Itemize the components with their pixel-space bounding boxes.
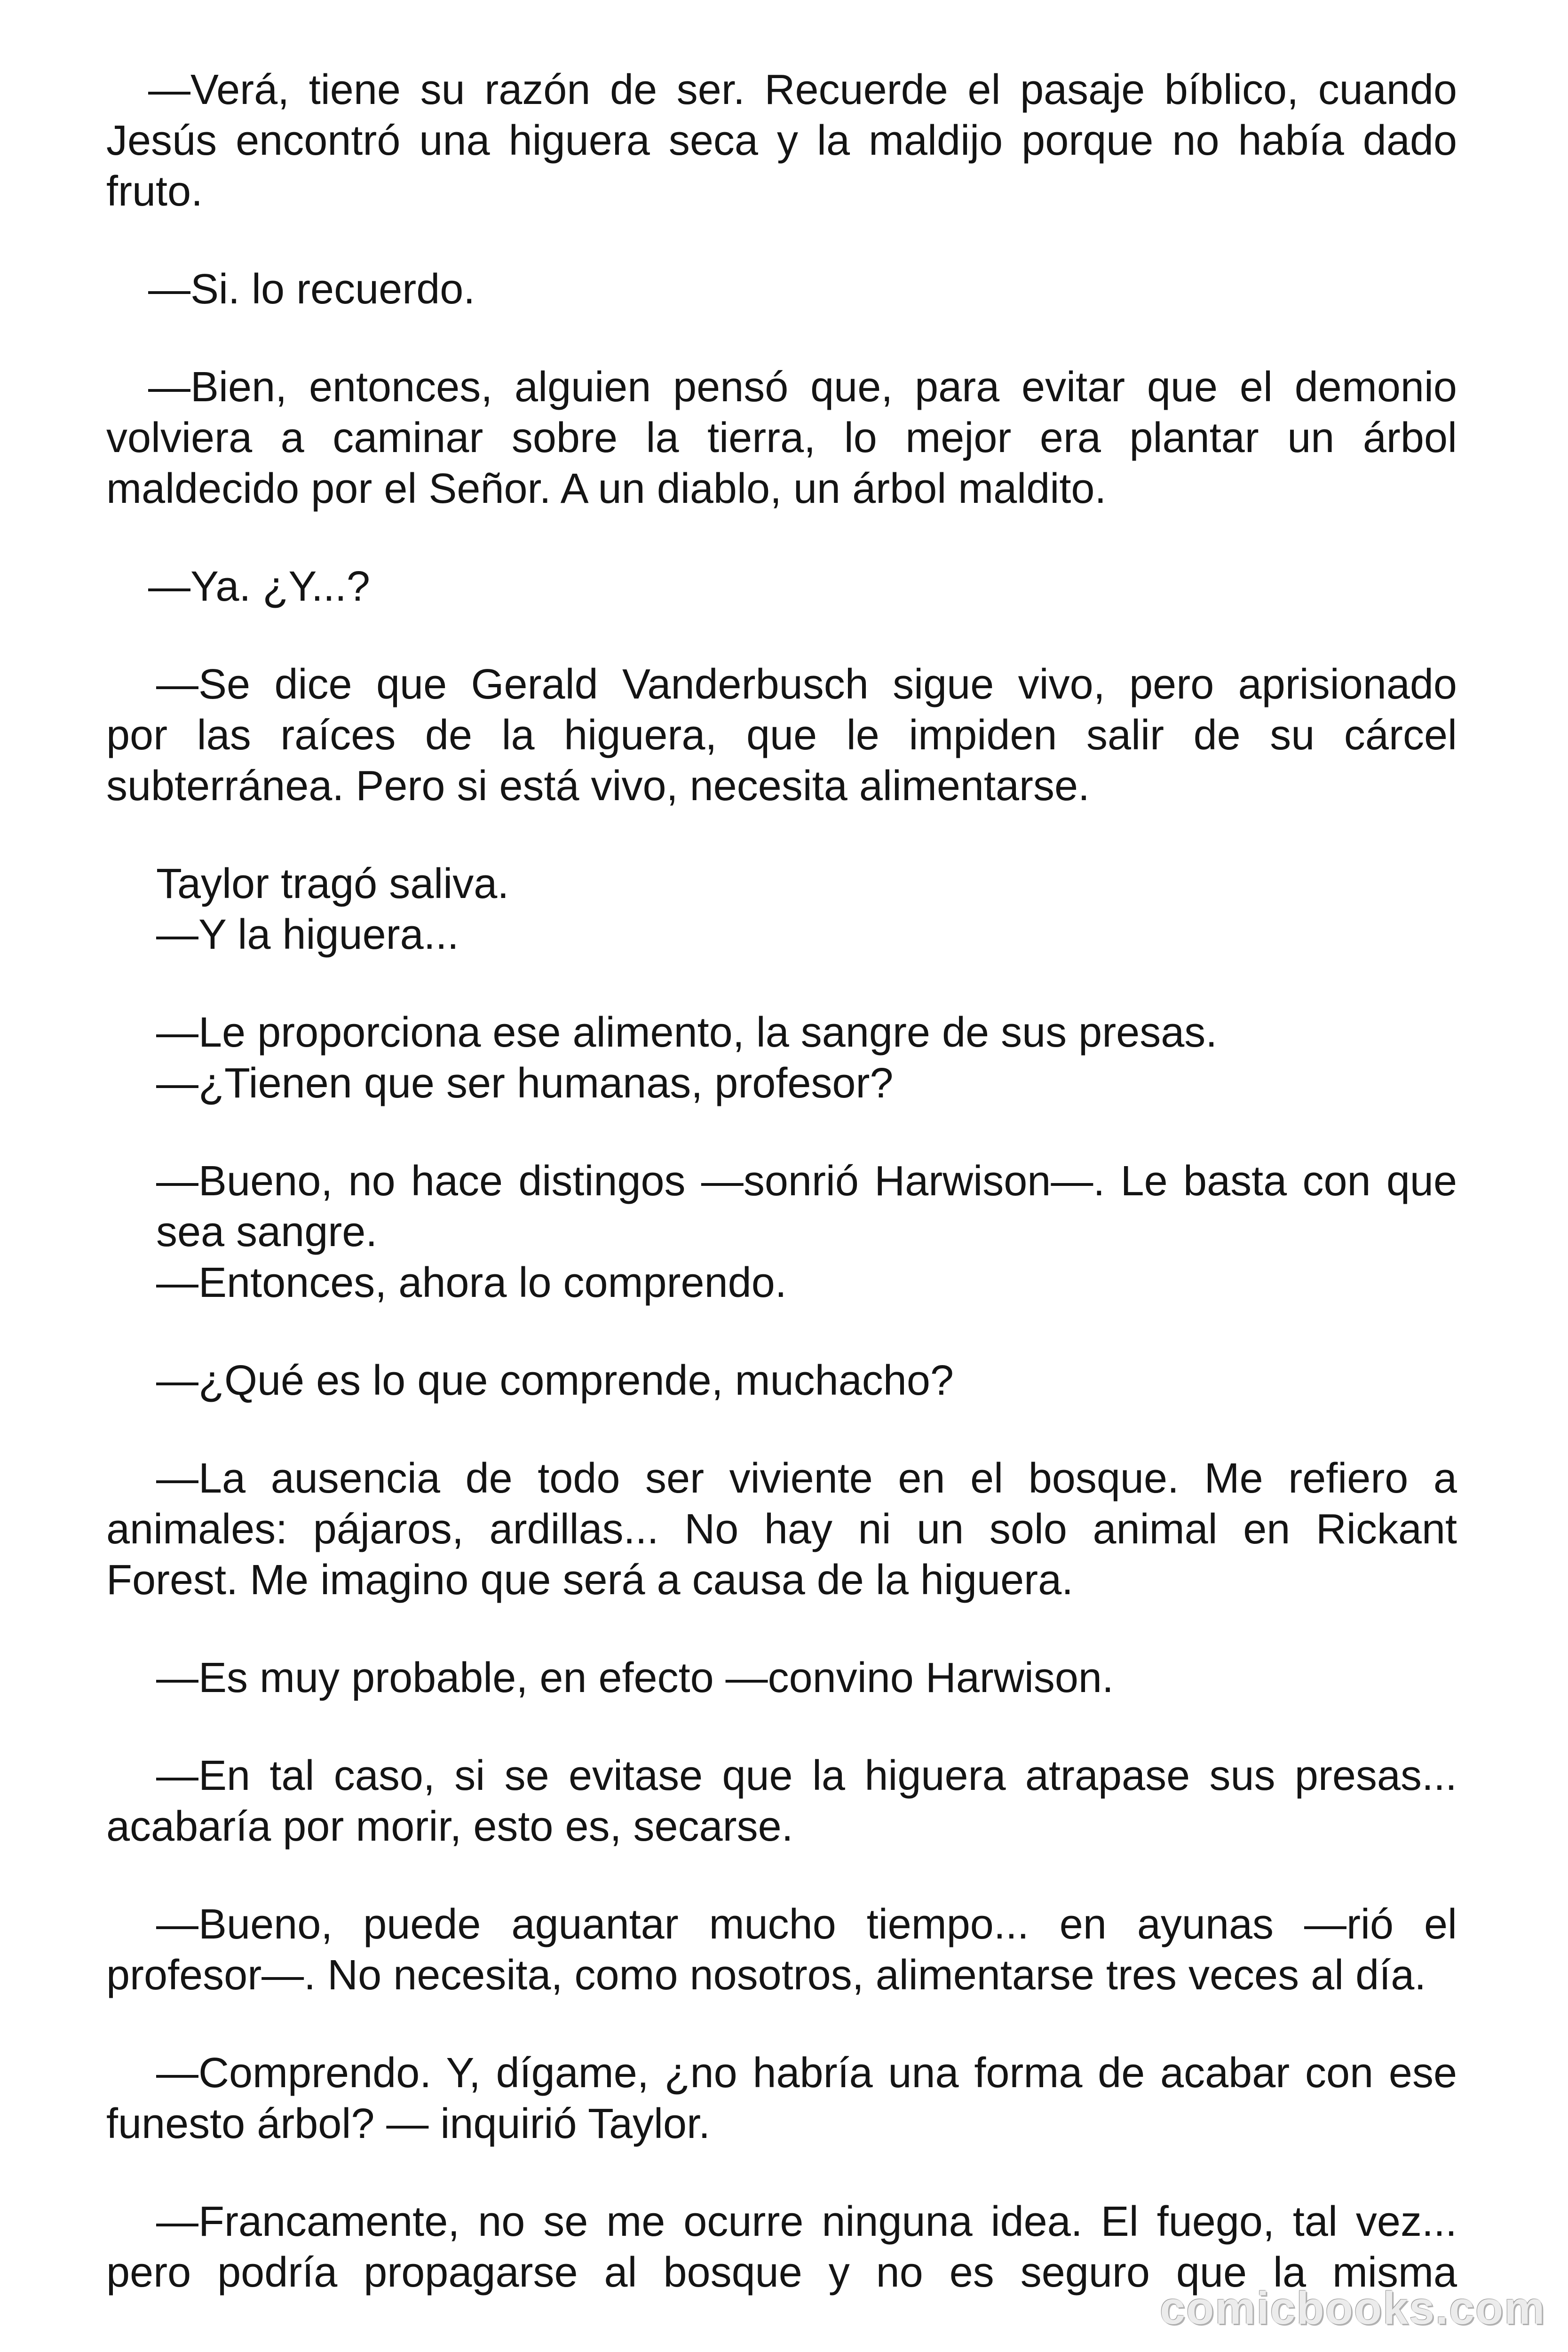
text-line: —Entonces, ahora lo comprendo.: [156, 1259, 787, 1306]
paragraph: [106, 1007, 1457, 1109]
text-line: fruto.: [106, 168, 203, 215]
text-line: volviera a caminar sobre la tierra, lo mejor era plantar un árbol: [106, 414, 1457, 461]
text-line: acabaría por morir, esto es, secarse.: [106, 1803, 793, 1850]
text-line: animales: pájaros, ardillas... No hay ni un solo animal en Rickant: [106, 1506, 1457, 1553]
paragraph: [106, 2048, 1457, 2149]
text-line: —Y la higuera...: [156, 911, 459, 958]
text-line: —Francamente, no se me ocurre ninguna idea. El fuego, tal vez...: [156, 2198, 1457, 2245]
paragraph: [106, 1750, 1457, 1852]
text-line: —Comprendo. Y, dígame, ¿no habría una forma de acabar con ese: [156, 2050, 1457, 2097]
text-line: por las raíces de la higuera, que le impiden salir de su cárcel: [106, 712, 1457, 759]
text-line: —Le proporciona ese alimento, la sangre de sus presas.: [156, 1009, 1218, 1056]
watermark: comicbooks.com: [1160, 2282, 1546, 2334]
paragraph: [106, 1453, 1457, 1605]
text-line: —Bien, entonces, alguien pensó que, para evitar que el demonio: [148, 364, 1457, 411]
text-line: —En tal caso, si se evitase que la higuera atrapase sus presas...: [156, 1752, 1457, 1799]
text-line: —Bueno, no hace distingos —sonrió Harwison—. Le basta con que: [156, 1158, 1457, 1205]
paragraph: [106, 1355, 1457, 1406]
paragraph: [106, 659, 1457, 811]
text-line: —La ausencia de todo ser viviente en el bosque. Me refiero a: [156, 1455, 1457, 1502]
text-line: sea sangre.: [156, 1208, 378, 1255]
paragraph: [106, 1653, 1457, 1703]
text-line: Taylor tragó saliva.: [156, 860, 509, 907]
paragraph: [106, 1156, 1457, 1308]
text-line: —¿Qué es lo que comprende, muchacho?: [156, 1357, 954, 1404]
paragraph: [106, 858, 1457, 960]
text-line: pero podría propagarse al bosque y no es seguro que la misma: [106, 2249, 1457, 2296]
text-line: —Bueno, puede aguantar mucho tiempo... en ayunas —rió el: [156, 1901, 1457, 1948]
text-line: profesor—. No necesita, como nosotros, alimentarse tres veces al día.: [106, 1952, 1426, 1999]
paragraph: [106, 1899, 1457, 2001]
paragraph: [106, 561, 1457, 612]
paragraph: [106, 264, 1457, 315]
text-line: Jesús encontró una higuera seca y la maldijo porque no había dado: [106, 117, 1457, 164]
text-line: —¿Tienen que ser humanas, profesor?: [156, 1060, 894, 1107]
text-line: —Verá, tiene su razón de ser. Recuerde el pasaje bíblico, cuando: [148, 66, 1457, 113]
text-line: subterránea. Pero si está vivo, necesita alimentarse.: [106, 763, 1090, 810]
text-line: funesto árbol? — inquirió Taylor.: [106, 2100, 711, 2147]
paragraph: [106, 64, 1457, 217]
text-line: maldecido por el Señor. A un diablo, un árbol maldito.: [106, 465, 1107, 512]
text-line: —Ya. ¿Y...?: [148, 563, 370, 610]
text-line: —Se dice que Gerald Vanderbusch sigue vivo, pero aprisionado: [156, 661, 1457, 708]
text-line: Forest. Me imagino que será a causa de la higuera.: [106, 1557, 1074, 1604]
text-line: —Es muy probable, en efecto —convino Harwison.: [156, 1654, 1114, 1701]
page-body: [106, 64, 1457, 2298]
text-line: —Si. lo recuerdo.: [148, 266, 475, 313]
paragraph: [106, 362, 1457, 514]
